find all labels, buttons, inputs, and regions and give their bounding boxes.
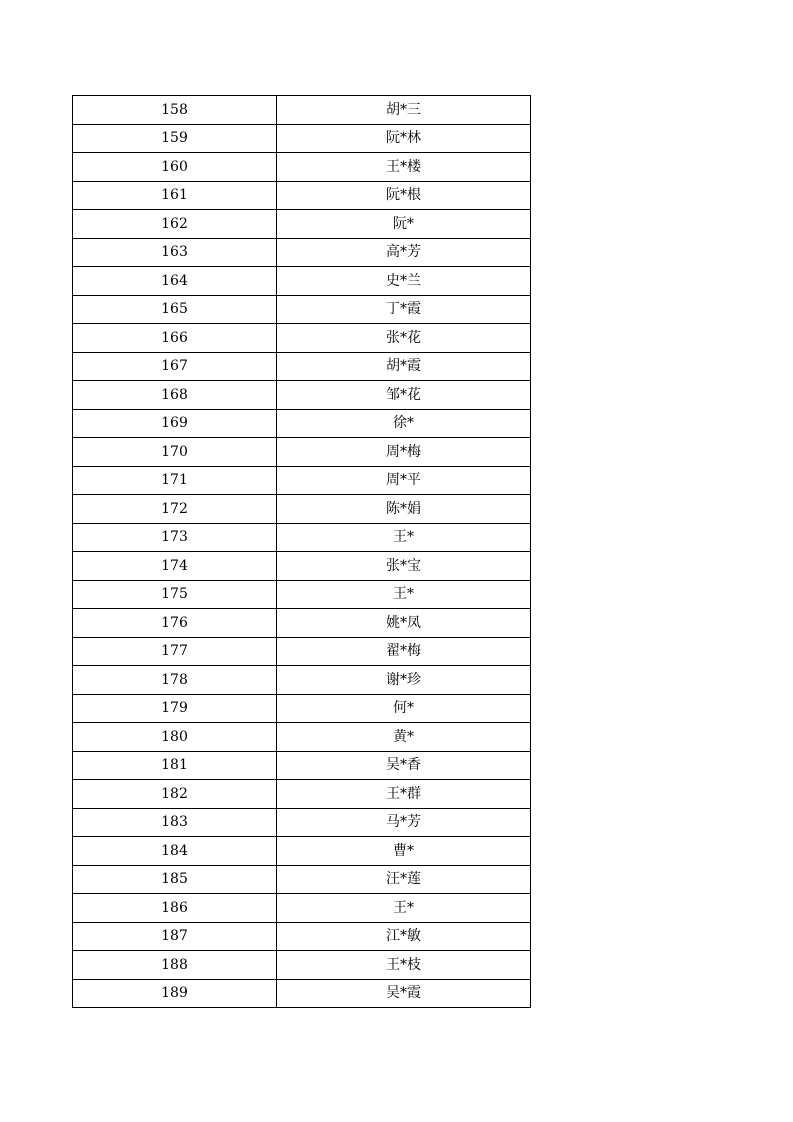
row-number-cell: 159 — [73, 124, 277, 153]
table-row — [73, 637, 531, 666]
table-row — [73, 96, 531, 125]
name-cell: 姚*凤 — [277, 609, 531, 638]
table-row — [73, 153, 531, 182]
table-row — [73, 466, 531, 495]
table-row — [73, 666, 531, 695]
name-cell: 吴*香 — [277, 751, 531, 780]
name-cell: 王* — [277, 523, 531, 552]
row-number-cell: 178 — [73, 666, 277, 695]
name-cell: 阮*根 — [277, 181, 531, 210]
name-cell: 高*芳 — [277, 238, 531, 267]
table-row — [73, 580, 531, 609]
name-cell: 阮* — [277, 210, 531, 239]
name-cell: 吴*霞 — [277, 979, 531, 1008]
table-row — [73, 124, 531, 153]
row-number-cell: 187 — [73, 922, 277, 951]
table-row — [73, 495, 531, 524]
table-row — [73, 324, 531, 353]
table-row — [73, 181, 531, 210]
table-row — [73, 865, 531, 894]
row-number-cell: 168 — [73, 381, 277, 410]
row-number-cell: 188 — [73, 951, 277, 980]
row-number-cell: 166 — [73, 324, 277, 353]
name-cell: 徐* — [277, 409, 531, 438]
table-row — [73, 609, 531, 638]
name-cell: 谢*珍 — [277, 666, 531, 695]
table-row — [73, 409, 531, 438]
table-row — [73, 751, 531, 780]
table-row — [73, 922, 531, 951]
row-number-cell: 161 — [73, 181, 277, 210]
row-number-cell: 170 — [73, 438, 277, 467]
name-cell: 马*芳 — [277, 808, 531, 837]
name-cell: 张*花 — [277, 324, 531, 353]
table-row — [73, 295, 531, 324]
name-cell: 丁*霞 — [277, 295, 531, 324]
name-cell: 黄* — [277, 723, 531, 752]
row-number-cell: 167 — [73, 352, 277, 381]
row-number-cell: 172 — [73, 495, 277, 524]
table-row — [73, 523, 531, 552]
row-number-cell: 183 — [73, 808, 277, 837]
row-number-cell: 165 — [73, 295, 277, 324]
table-row — [73, 780, 531, 809]
name-cell: 邹*花 — [277, 381, 531, 410]
row-number-cell: 164 — [73, 267, 277, 296]
table-row — [73, 694, 531, 723]
row-number-cell: 163 — [73, 238, 277, 267]
name-cell: 王* — [277, 580, 531, 609]
table-row — [73, 210, 531, 239]
table-row — [73, 352, 531, 381]
name-cell: 王*枝 — [277, 951, 531, 980]
name-cell: 江*敏 — [277, 922, 531, 951]
name-cell: 史*兰 — [277, 267, 531, 296]
row-number-cell: 186 — [73, 894, 277, 923]
row-number-cell: 175 — [73, 580, 277, 609]
row-number-cell: 162 — [73, 210, 277, 239]
row-number-cell: 185 — [73, 865, 277, 894]
name-cell: 胡*三 — [277, 96, 531, 125]
name-cell: 曹* — [277, 837, 531, 866]
name-cell: 翟*梅 — [277, 637, 531, 666]
row-number-cell: 184 — [73, 837, 277, 866]
row-number-cell: 180 — [73, 723, 277, 752]
name-cell: 何* — [277, 694, 531, 723]
row-number-cell: 182 — [73, 780, 277, 809]
roster-table — [72, 95, 531, 1008]
name-cell: 张*宝 — [277, 552, 531, 581]
name-cell: 周*梅 — [277, 438, 531, 467]
table-row — [73, 951, 531, 980]
table-row — [73, 723, 531, 752]
row-number-cell: 171 — [73, 466, 277, 495]
row-number-cell: 176 — [73, 609, 277, 638]
name-cell: 王*楼 — [277, 153, 531, 182]
row-number-cell: 169 — [73, 409, 277, 438]
table-row — [73, 238, 531, 267]
row-number-cell: 177 — [73, 637, 277, 666]
table-row — [73, 979, 531, 1008]
name-cell: 王*群 — [277, 780, 531, 809]
table-row — [73, 837, 531, 866]
name-cell: 汪*莲 — [277, 865, 531, 894]
name-cell: 陈*娟 — [277, 495, 531, 524]
table-row — [73, 894, 531, 923]
row-number-cell: 181 — [73, 751, 277, 780]
name-cell: 阮*林 — [277, 124, 531, 153]
row-number-cell: 158 — [73, 96, 277, 125]
row-number-cell: 160 — [73, 153, 277, 182]
row-number-cell: 189 — [73, 979, 277, 1008]
row-number-cell: 179 — [73, 694, 277, 723]
row-number-cell: 174 — [73, 552, 277, 581]
row-number-cell: 173 — [73, 523, 277, 552]
table-row — [73, 381, 531, 410]
name-cell: 胡*霞 — [277, 352, 531, 381]
roster-body — [73, 96, 531, 1008]
table-row — [73, 267, 531, 296]
name-cell: 周*平 — [277, 466, 531, 495]
name-cell: 王* — [277, 894, 531, 923]
table-row — [73, 808, 531, 837]
table-row — [73, 552, 531, 581]
table-row — [73, 438, 531, 467]
